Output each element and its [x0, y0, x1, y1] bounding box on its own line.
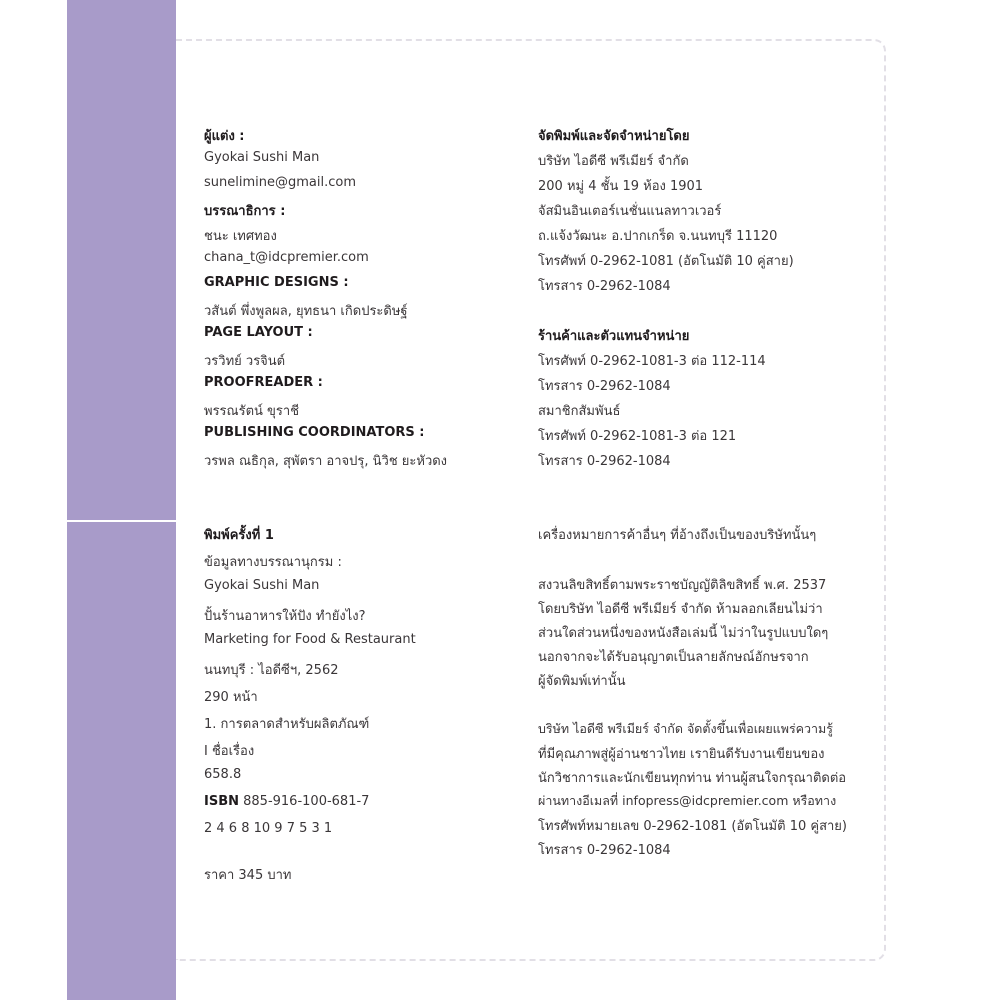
sidebar-bottom-band	[67, 522, 176, 1000]
page-layout-label: PAGE LAYOUT :	[204, 325, 313, 340]
about-line-2: ที่มีคุณภาพสู่ผู้อ่านชาวไทย เรายินดีรับงานเขียนของ	[538, 747, 825, 762]
dealers-phone-2: โทรศัพท์ 0-2962-1081-3 ต่อ 121	[538, 429, 737, 444]
proofreader-name: พรรณรัตน์ ขุราชี	[204, 404, 300, 419]
isbn-line	[204, 794, 369, 809]
author-label: ผู้แต่ง :	[204, 129, 245, 144]
isbn-value: 885-916-100-681-7	[243, 794, 370, 809]
graphic-designs-names: วสันต์ พึ่งพูลผล, ยุทธนา เกิดประดิษฐ์	[204, 304, 408, 319]
copyright-line-1: สงวนลิขสิทธิ์ตามพระราชบัญญัติลิขสิทธิ์ พ.ศ. 2537	[538, 578, 827, 593]
proofreader-label: PROOFREADER :	[204, 375, 323, 390]
dealers-members: สมาชิกสัมพันธ์	[538, 404, 621, 419]
about-line-5: โทรศัพท์หมายเลข 0-2962-1081 (อัตโนมัติ 10 คู่สาย)	[538, 819, 847, 834]
cip-original-title: Marketing for Food & Restaurant	[204, 632, 416, 647]
publisher-address-2: จัสมินอินเตอร์เนชั่นแนลทาวเวอร์	[538, 204, 722, 219]
graphic-designs-label: GRAPHIC DESIGNS :	[204, 275, 349, 290]
credits-section	[204, 125, 504, 470]
edition: พิมพ์ครั้งที่ 1	[204, 528, 274, 543]
dealers-fax-2: โทรสาร 0-2962-1084	[538, 454, 671, 469]
about-line-1: บริษัท ไอดีซี พรีเมียร์ จำกัด จัดตั้งขึ้นเพื่อเผยแพร่ความรู้	[538, 721, 834, 736]
author-name: Gyokai Sushi Man	[204, 150, 320, 165]
editor-email: chana_t@idcpremier.com	[204, 250, 369, 265]
publisher-section	[538, 125, 878, 470]
coordinators-names: วรพล ณธิกุล, สุพัตรา อาจปรุ, นิวิช ยะหัวดง	[204, 454, 448, 469]
publisher-address-1: 200 หมู่ 4 ชั้น 19 ห้อง 1901	[538, 179, 704, 194]
publisher-company: บริษัท ไอดีซี พรีเมียร์ จำกัด	[538, 154, 689, 169]
dealers-phone-1: โทรศัพท์ 0-2962-1081-3 ต่อ 112-114	[538, 354, 766, 369]
cip-label: ข้อมูลทางบรรณานุกรม :	[204, 555, 342, 570]
about-line-6: โทรสาร 0-2962-1084	[538, 843, 671, 858]
copyright-line-4: นอกจากจะได้รับอนุญาตเป็นลายลักษณ์อักษรจาก	[538, 650, 809, 665]
dealers-heading: ร้านค้าและตัวแทนจำหน่าย	[538, 329, 690, 344]
isbn-label: ISBN	[204, 794, 239, 809]
copyright-line-2: โดยบริษัท ไอดีซี พรีเมียร์ จำกัด ห้ามลอกเลียนไม่ว่า	[538, 602, 823, 617]
dealers-fax-1: โทรสาร 0-2962-1084	[538, 379, 671, 394]
about-line-4: ผ่านทางอีเมลที่ infopress@idcpremier.com หรือทาง	[538, 793, 837, 808]
page-layout-name: วรวิทย์ วรจินต์	[204, 354, 286, 369]
author-email: sunelimine@gmail.com	[204, 175, 356, 190]
legal-section	[538, 524, 878, 864]
cip-title: ปั้นร้านอาหารให้ปัง ทำยังไง?	[204, 609, 366, 624]
publisher-address-3: ถ.แจ้งวัฒนะ อ.ปากเกร็ด จ.นนทบุรี 11120	[538, 229, 778, 244]
publisher-phone: โทรศัพท์ 0-2962-1081 (อัตโนมัติ 10 คู่สาย)	[538, 254, 794, 269]
trademark-notice: เครื่องหมายการค้าอื่นๆ ที่อ้างถึงเป็นของบริษัทนั้นๆ	[538, 528, 817, 543]
cip-place: นนทบุรี : ไอดีซีฯ, 2562	[204, 663, 339, 678]
cip-subject: 1. การตลาดสำหรับผลิตภัณฑ์	[204, 717, 370, 732]
about-line-3: นักวิชาการและนักเขียนทุกท่าน ท่านผู้สนใจกรุณาติดต่อ	[538, 771, 847, 786]
publisher-fax: โทรสาร 0-2962-1084	[538, 279, 671, 294]
cip-author: Gyokai Sushi Man	[204, 578, 320, 593]
editor-label: บรรณาธิการ :	[204, 204, 286, 219]
editor-name: ชนะ เทศทอง	[204, 229, 277, 244]
print-line: 2 4 6 8 10 9 7 5 3 1	[204, 821, 333, 836]
cip-title-ref: I ชื่อเรื่อง	[204, 744, 255, 759]
coordinators-label: PUBLISHING COORDINATORS :	[204, 425, 425, 440]
sidebar-top-band	[67, 0, 176, 520]
cip-pages: 290 หน้า	[204, 690, 258, 705]
publisher-heading: จัดพิมพ์และจัดจำหน่ายโดย	[538, 129, 690, 144]
catalog-section	[204, 524, 504, 884]
copyright-line-5: ผู้จัดพิมพ์เท่านั้น	[538, 674, 626, 689]
price: ราคา 345 บาท	[204, 868, 292, 883]
cip-class: 658.8	[204, 767, 242, 782]
copyright-line-3: ส่วนใดส่วนหนึ่งของหนังสือเล่มนี้ ไม่ว่าในรูปแบบใดๆ	[538, 626, 829, 641]
